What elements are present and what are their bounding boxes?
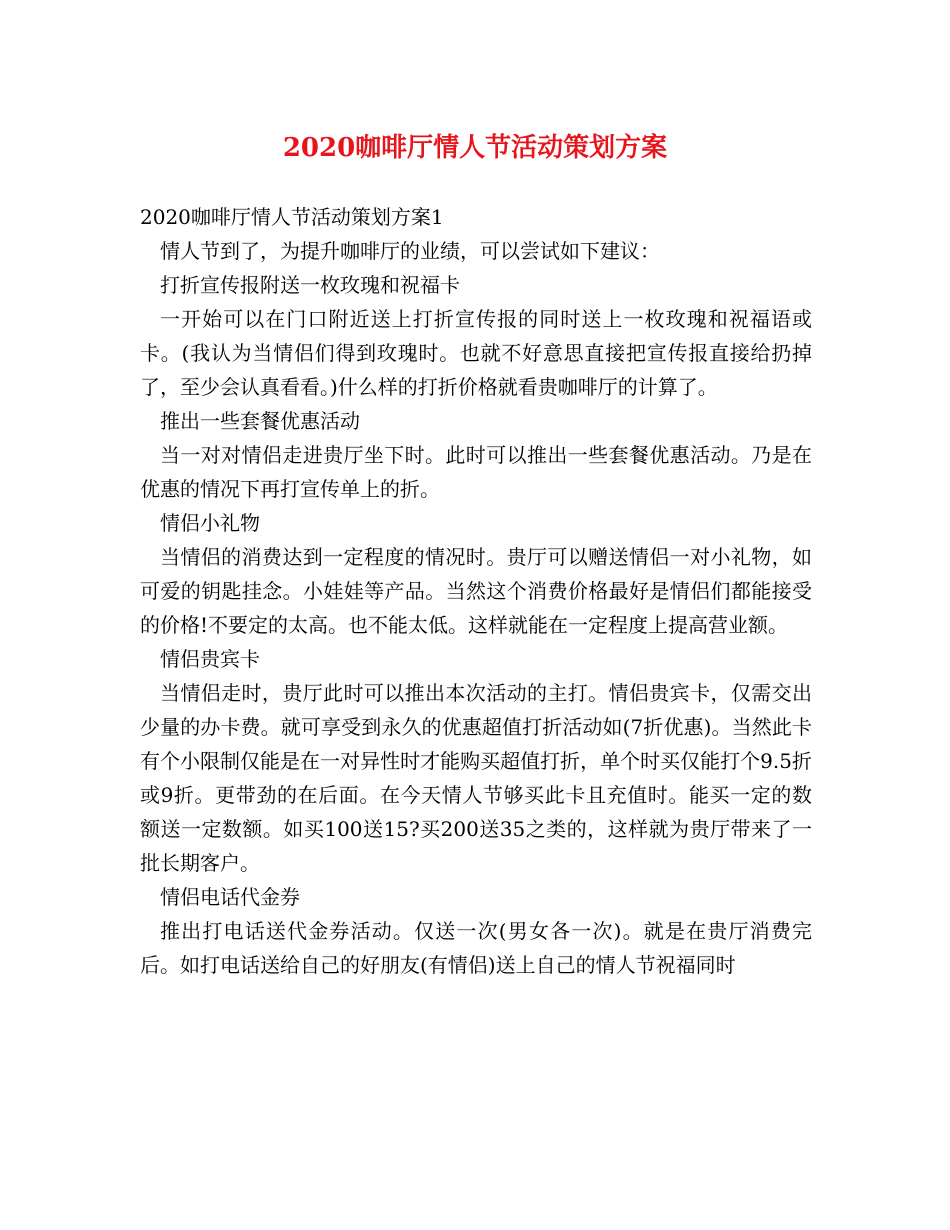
document-title: 2020咖啡厅情人节活动策划方案 bbox=[282, 133, 668, 163]
paragraph: 当一对对情侣走进贵厅坐下时。此时可以推出一些套餐优惠活动。乃是在优惠的情况下再打宣传单上的折。 bbox=[140, 443, 812, 501]
document-body bbox=[140, 200, 812, 982]
paragraph: 推出打电话送代金券活动。仅送一次(男女各一次)。就是在贵厅消费完后。如打电话送给自己的好朋友(有情侣)送上自己的情人节祝福同时 bbox=[140, 919, 812, 977]
subheading: 打折宣传报附送一枚玫瑰和祝福卡 bbox=[160, 273, 460, 297]
subheading: 情侣电话代金券 bbox=[160, 885, 300, 909]
paragraph: 当情侣的消费达到一定程度的情况时。贵厅可以赠送情侣一对小礼物，如可爱的钥匙挂念。小娃娃等产品。当然这个消费价格最好是情侣们都能接受的价格!不要定的太高。也不能太低。这样就能在一定程度上提高营业额。 bbox=[140, 545, 812, 637]
subheading: 情侣小礼物 bbox=[160, 511, 260, 535]
subheading: 情侣贵宾卡 bbox=[160, 647, 260, 671]
paragraph: 当情侣走时，贵厅此时可以推出本次活动的主打。情侣贵宾卡，仅需交出少量的办卡费。就可享受到永久的优惠超值打折活动如(7折优惠)。当然此卡有个小限制仅能是在一对异性时才能购买超值打折，单个时买仅能打个9.5折或9折。更带劲的在后面。在今天情人节够买此卡且充值时。能买一定的数额送一定数额。如买100送15?买200送35之类的，这样就为贵厅带来了一批长期客户。 bbox=[140, 681, 812, 875]
section-heading: 2020咖啡厅情人节活动策划方案1 bbox=[140, 205, 444, 229]
paragraph: 情人节到了，为提升咖啡厅的业绩，可以尝试如下建议： bbox=[160, 239, 660, 263]
paragraph: 一开始可以在门口附近送上打折宣传报的同时送上一枚玫瑰和祝福语或卡。(我认为当情侣们得到玫瑰时。也就不好意思直接把宣传报直接给扔掉了，至少会认真看看。)什么样的打折价格就看贵咖啡厅的计算了。 bbox=[140, 307, 812, 399]
subheading: 推出一些套餐优惠活动 bbox=[160, 409, 360, 433]
